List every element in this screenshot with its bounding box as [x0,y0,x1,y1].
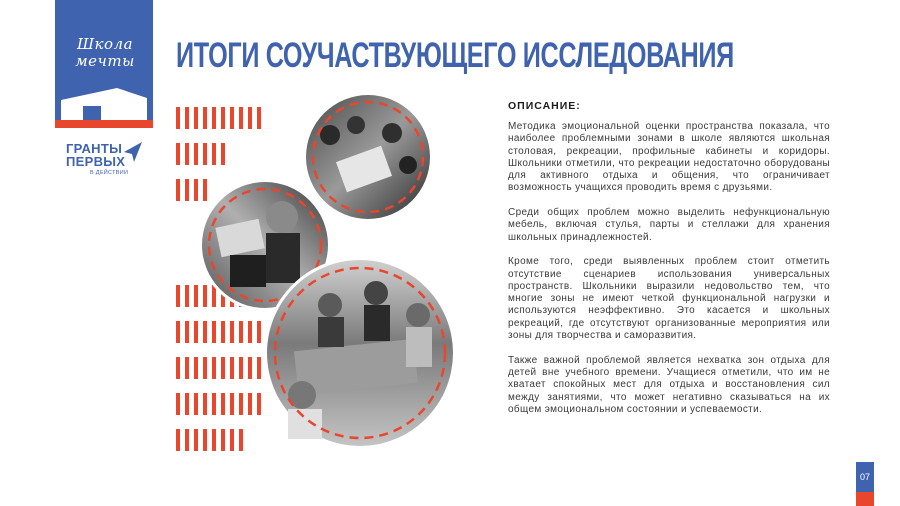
logo-line-1: Школа [76,35,134,53]
description-body [508,121,830,428]
grants-line-2: ПЕРВЫХ [66,154,126,169]
description-paragraph: Среди общих проблем можно выделить нефункциональную мебель, включая стулья, парты и стеллажи для хранения школьных принадлежностей. [508,207,830,243]
page-number: 07 [856,462,874,492]
description-paragraph: Кроме того, среди выявленных проблем стоит отметить отсутствие сценариев использования универсальных пространств. Школьники выразили недовольство тем, что многие зоны не имеют четкой функциональной нагрузки и используются неэффективно. Это касается и школьных рекреаций, где отсутствуют организованные мероприятия или зоны для творчества и саморазвития. [508,256,830,342]
photo-classroom-group [303,95,433,222]
logo-line-2: мечты [75,52,135,70]
photo-collage [170,95,480,470]
logo-text [63,36,147,70]
grants-line-1: ГРАНТЫ [66,141,123,156]
logo-stripe [55,120,153,128]
grants-subtitle: В ДЕЙСТВИИ [90,170,129,176]
description-paragraph: Методика эмоциональной оценки пространства показала, что наиболее проблемными зонами в школе являются школьная столовая, рекреации, профильные кабинеты и коридоры. Школьники отметили, что рекреации недостаточно оборудованы для активного отдыха и общения, что ограничивает возможность учащихся проводить время с друзьями. [508,121,830,194]
page-title: ИТОГИ СОУЧАСТВУЮЩЕГО ИССЛЕДОВАНИЯ [176,36,734,75]
description-label: ОПИСАНИЕ: [508,100,581,112]
page-tab-stripe [856,492,874,506]
paper-plane-icon [122,140,144,164]
grants-logo [66,142,156,192]
house-icon [55,84,153,120]
photo-workshop-table [264,257,456,449]
description-paragraph: Также важной проблемой является нехватка зон отдыха для детей вне учебного времени. Учащиеся отметили, что им не хватает спокойных мест для отдыха и восстановления сил между занятиями, что может негативно сказываться на их общем эмоциональном состоянии и успеваемости. [508,354,830,415]
stripe-pattern-bottom [176,285,261,451]
page-number-tab [856,462,874,506]
school-logo [55,0,153,128]
